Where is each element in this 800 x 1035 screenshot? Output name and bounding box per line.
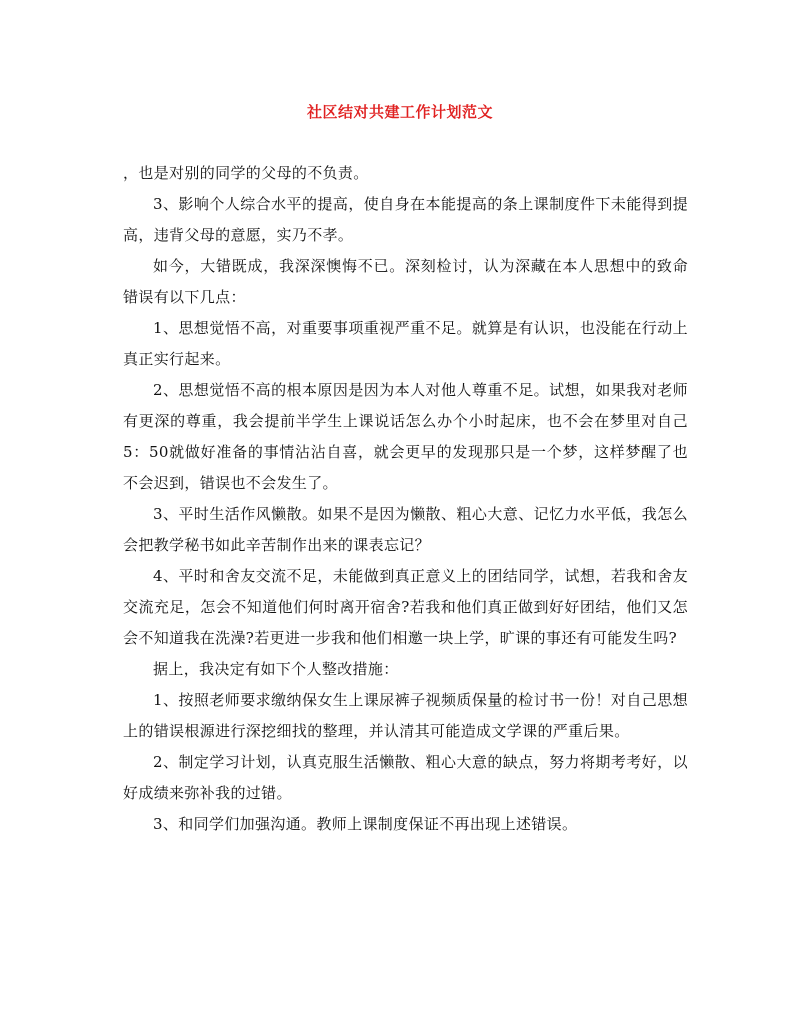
paragraph-7: 4、平时和舍友交流不足，未能做到真正意义上的团结同学，试想，若我和舍友交流充足，怎会不知道他们何时离开宿舍?若我和他们真正做到好好团结，他们又怎会不知道我在洗澡?若更进一步我和他们相邀一块上学，旷课的事还有可能发生吗? — [123, 567, 688, 647]
paragraph-8: 据上，我决定有如下个人整改措施： — [153, 660, 399, 678]
paragraph-10: 2、制定学习计划，认真克服生活懒散、粗心大意的缺点，努力将期考考好，以好成绩来弥补我的过错。 — [123, 753, 688, 802]
paragraph-5: 2、思想觉悟不高的根本原因是因为本人对他人尊重不足。试想，如果我对老师有更深的尊重，我会提前半学生上课说话怎么办个小时起床，也不会在梦里对自己5：50就做好准备的事情沾沾自喜，就会更早的发现那只是一个梦，这样梦醒了也不会迟到，错误也不会发生了。 — [123, 381, 688, 492]
paragraph-9: 1、按照老师要求缴纳保女生上课尿裤子视频质保量的检讨书一份！对自己思想上的错误根源进行深挖细找的整理，并认清其可能造成文学课的严重后果。 — [123, 691, 688, 740]
document-body — [123, 158, 688, 840]
paragraph-11: 3、和同学们加强沟通。教师上课制度保证不再出现上述错误。 — [153, 815, 578, 833]
paragraph-2: 3、影响个人综合水平的提高，使自身在本能提高的条上课制度件下未能得到提高，违背父母的意愿，实乃不孝。 — [123, 195, 688, 244]
paragraph-6: 3、平时生活作风懒散。如果不是因为懒散、粗心大意、记忆力水平低，我怎么会把教学秘书如此辛苦制作出来的课表忘记？ — [123, 505, 688, 554]
paragraph-1: ，也是对别的同学的父母的不负责。 — [123, 164, 369, 182]
paragraph-3: 如今，大错既成，我深深懊悔不已。深刻检讨，认为深藏在本人思想中的致命错误有以下几点： — [123, 257, 688, 306]
paragraph-4: 1、思想觉悟不高，对重要事项重视严重不足。就算是有认识，也没能在行动上真正实行起来。 — [123, 319, 688, 368]
document-title: 社区结对共建工作计划范文 — [306, 103, 493, 121]
